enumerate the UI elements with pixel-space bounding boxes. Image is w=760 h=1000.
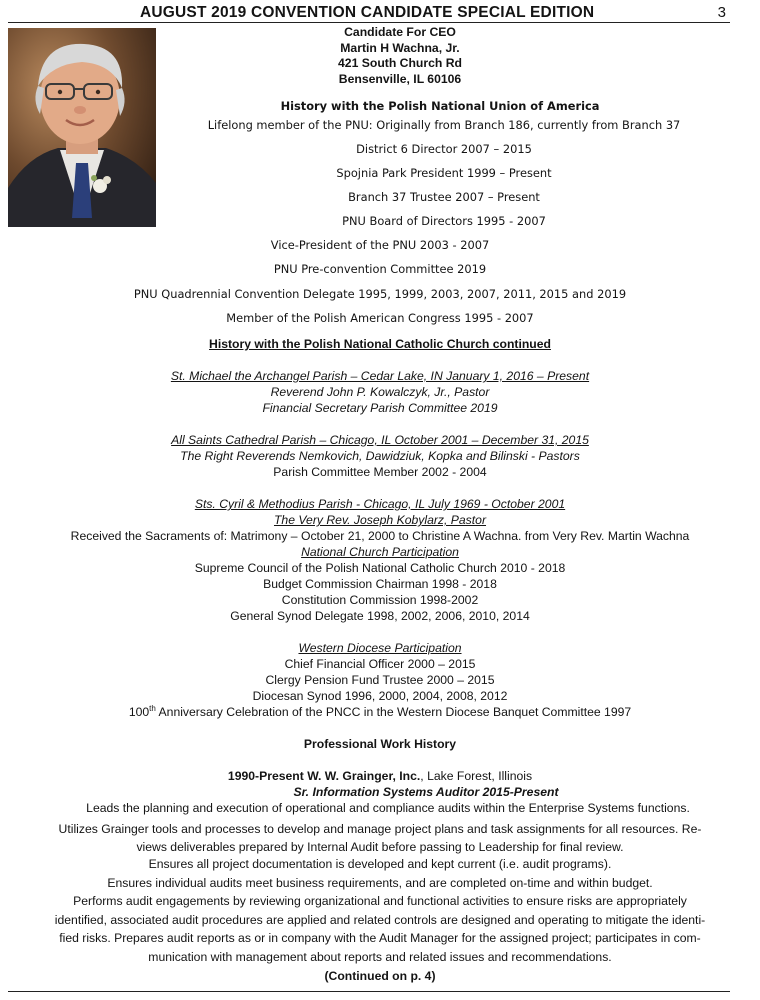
work-line: views deliverables prepared by Internal Audit before passing to Leadership for final review. <box>136 840 624 854</box>
sts-cyril-parish: Sts. Cyril & Methodius Parish - Chicago, IL July 1969 - October 2001 <box>194 497 566 511</box>
sacraments-line: Received the Sacraments of: Matrimony – October 21, 2000 to Christine A Wachna. from Very Rev. Martin Wachna <box>70 529 690 543</box>
work-line: Performs audit engagements by reviewing organizational and functional activities to ensure risks are appropriately <box>73 894 687 908</box>
st-michael-pastor: Reverend John P. Kowalczyk, Jr., Pastor <box>270 385 490 399</box>
pnu-item: Lifelong member of the PNU: Originally from Branch 186, currently from Branch 37 <box>207 118 681 132</box>
western-item: Chief Financial Officer 2000 – 2015 <box>284 657 476 671</box>
employer-name: 1990-Present W. W. Grainger, Inc. <box>227 769 421 783</box>
work-line: identified, associated audit procedures are applied and related controls are designed and operating to mitigate the identi- <box>54 913 706 927</box>
candidate-street: 421 South Church Rd <box>338 56 462 70</box>
candidate-city: Bensenville, IL 60106 <box>338 71 462 86</box>
employer-location: , Lake Forest, Illinois <box>420 769 533 783</box>
pnu-heading: History with the Polish National Union of America <box>280 99 600 113</box>
st-michael-parish: St. Michael the Archangel Parish – Cedar Lake, IN January 1, 2016 – Present <box>170 369 590 383</box>
national-item: Supreme Council of the Polish National Catholic Church 2010 - 2018 <box>194 561 566 575</box>
pnu-item: District 6 Director 2007 – 2015 <box>356 142 532 156</box>
western-heading: Western Diocese Participation <box>298 641 462 655</box>
candidate-name: Martin H Wachna, Jr. <box>340 40 460 55</box>
pnu-item: Spojnia Park President 1999 – Present <box>336 166 552 180</box>
position-title: Sr. Information Systems Auditor 2015-Present <box>293 785 559 799</box>
st-michael-role: Financial Secretary Parish Committee 2019 <box>262 401 498 415</box>
pnu-item: PNU Quadrennial Convention Delegate 1995, 1999, 2003, 2007, 2011, 2015 and 2019 <box>133 287 627 301</box>
work-heading: Professional Work History <box>303 737 457 751</box>
pnu-item: Member of the Polish American Congress 1995 - 2007 <box>226 311 534 325</box>
western-item: Diocesan Synod 1996, 2000, 2004, 2008, 2012 <box>252 689 508 703</box>
national-item: Budget Commission Chairman 1998 - 2018 <box>263 577 497 591</box>
work-line: munication with management about reports and related issues and recommendations. <box>148 950 612 964</box>
all-saints-parish: All Saints Cathedral Parish – Chicago, IL October 2001 – December 31, 2015 <box>171 433 589 447</box>
work-line: Leads the planning and execution of operational and compliance audits within the Enterprise Systems functions. <box>86 801 690 815</box>
anniversary-ordinal: th <box>149 703 156 713</box>
work-line: Ensures individual audits meet business requirements, and are completed on-time and within budget. <box>107 876 653 890</box>
pnu-item: PNU Pre-convention Committee 2019 <box>273 262 487 276</box>
pnu-item: PNU Board of Directors 1995 - 2007 <box>342 214 546 228</box>
pnu-item: Branch 37 Trustee 2007 – Present <box>348 190 540 204</box>
western-item: Clergy Pension Fund Trustee 2000 – 2015 <box>265 673 495 687</box>
national-item: General Synod Delegate 1998, 2002, 2006, 2010, 2014 <box>230 609 530 623</box>
candidate-info <box>300 25 500 87</box>
national-heading: National Church Participation <box>301 545 459 559</box>
anniversary-text: Anniversary Celebration of the PNCC in the Western Diocese Banquet Committee 1997 <box>155 705 632 719</box>
national-item: Constitution Commission 1998-2002 <box>281 593 479 607</box>
all-saints-pastors: The Right Reverends Nemkovich, Dawidziuk, Kopka and Bilinski - Pastors <box>180 449 580 463</box>
work-line: Utilizes Grainger tools and processes to develop and manage project plans and task assignments for all resources. Re- <box>58 822 702 836</box>
pncc-heading: History with the Polish National Catholic Church continued <box>209 337 551 351</box>
work-line: Ensures all project documentation is developed and kept current (i.e. audit programs). <box>148 857 612 871</box>
footer-rule <box>8 991 730 992</box>
employer-line <box>0 769 760 783</box>
all-saints-role: Parish Committee Member 2002 - 2004 <box>273 465 487 479</box>
page-number: 3 <box>717 4 726 21</box>
work-line: fied risks. Prepares audit reports as or in company with the Audit Manager for the assigned project; participates in com- <box>59 931 701 945</box>
anniversary-number: 100 <box>128 705 150 719</box>
candidate-role: Candidate For CEO <box>344 25 456 39</box>
page-header <box>8 2 730 23</box>
sts-cyril-pastor: The Very Rev. Joseph Kobylarz, Pastor <box>273 513 487 527</box>
pnu-item: Vice-President of the PNU 2003 - 2007 <box>270 238 490 252</box>
continued-note: (Continued on p. 4) <box>324 969 436 983</box>
edition-title: AUGUST 2019 CONVENTION CANDIDATE SPECIAL EDITION <box>140 4 595 21</box>
anniversary-line <box>0 705 760 719</box>
